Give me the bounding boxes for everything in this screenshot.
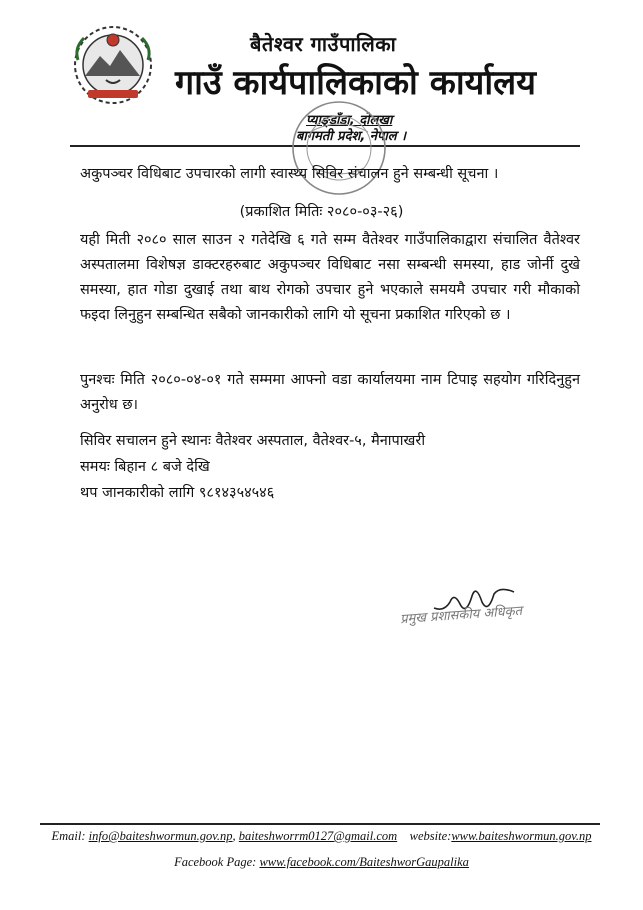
published-date: (प्रकाशित मितिः २०८०-०३-२६) bbox=[239, 204, 404, 220]
camp-venue: सिविर सचालन हुने स्थानः वैतेश्वर अस्पताल, वैतेश्वर-५, मैनापाखरी bbox=[80, 433, 426, 449]
website-link[interactable]: www.baiteshwormun.gov.np bbox=[451, 829, 592, 843]
email-link-2[interactable]: baiteshworrm0127@gmail.com bbox=[238, 829, 398, 843]
notice-title: अकुपञ्चर विधिबाट उपचारको लागी स्वास्थ्य सिविर संचालन हुने सम्बन्धी सूचना । bbox=[80, 166, 499, 182]
officer-designation: प्रमुख प्रशासकीय अधिकृत bbox=[399, 603, 523, 628]
camp-time: समयः बिहान ८ बजे देखि bbox=[80, 459, 210, 475]
facebook-link[interactable]: www.facebook.com/BaiteshworGaupalika bbox=[259, 855, 469, 869]
office-title: गाउँ कार्यपालिकाको कार्यालय bbox=[175, 63, 536, 103]
footer-contact-line bbox=[0, 829, 643, 844]
notice-paragraph-2: पुनश्चः मिति २०८०-०४-०१ गते सम्ममा आफ्नो वडा कार्यालयमा नाम टिपाइ सहयोग गरिदिनुहुन अनुरोध छ। bbox=[80, 372, 580, 413]
website-label: website: bbox=[409, 829, 452, 843]
office-seal-icon bbox=[286, 98, 392, 198]
facebook-label: Facebook Page: bbox=[174, 855, 257, 869]
email-separator: , bbox=[232, 829, 236, 843]
address-line-2: बागमती प्रदेश, नेपाल । bbox=[296, 129, 407, 144]
footer-facebook-line bbox=[0, 855, 643, 870]
office-name: बैतेश्वर गाउँपालिका bbox=[250, 32, 397, 56]
email-link-1[interactable]: info@baiteshwormun.gov.np bbox=[88, 829, 233, 843]
notice-paragraph-1: यही मिती २०८० साल साउन २ गतेदेखि ६ गते सम्म वैतेश्वर गाउँपालिकाद्वारा संचालित वैतेश्वर अस्पतालमा विशेषज्ञ डाक्टरहरुबाट अकुपञ्चर विधिबाट नसा सम्बन्धी समस्या, हाड जोर्नी दुखे समस्या, हात गोडा दुखाई तथा बाथ रोगको उपचार हुने भएकाले समयमै उपचार गरी मौकाको फइदा लिनुहुन सम्बन्धित सबैको जानकारीको लागि यो सूचना प्रकाशित गरिएको छ । bbox=[80, 232, 580, 323]
footer-divider bbox=[40, 823, 600, 825]
nepal-emblem-icon bbox=[70, 20, 156, 106]
contact-number: थप जानकारीको लागि ९८१४३५४५४६ bbox=[80, 485, 275, 501]
address-line-1: प्याङ्डाँडा, दोलखा bbox=[306, 113, 393, 128]
email-label: Email: bbox=[51, 829, 86, 843]
